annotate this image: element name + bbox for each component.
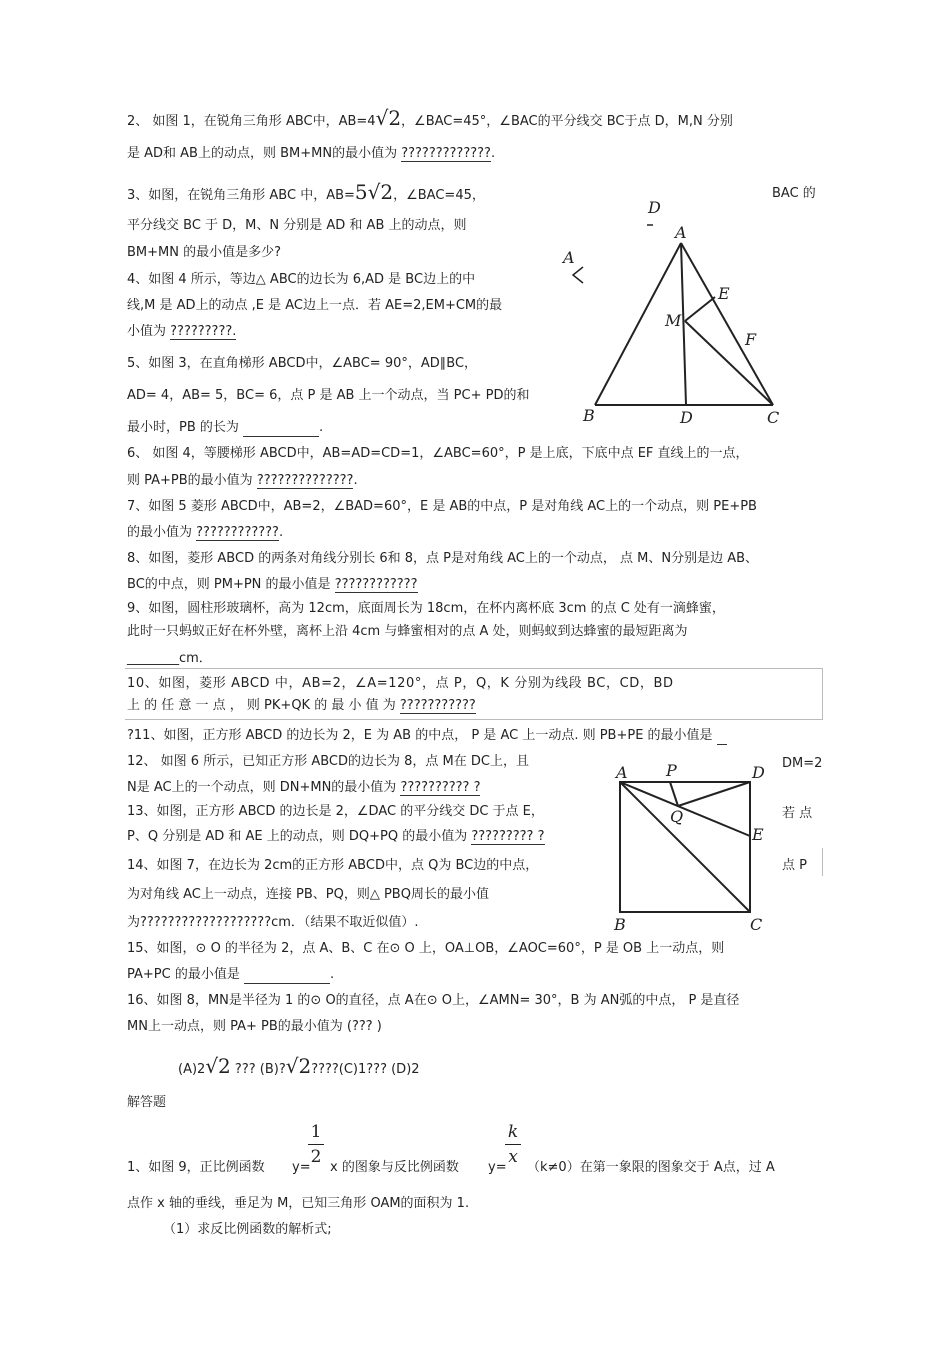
problem-3-text-b: ，∠BAC=45， (393, 188, 485, 203)
divider-vertical (822, 668, 823, 720)
label-f: F (745, 330, 757, 349)
divider-vertical (822, 848, 823, 876)
diagonal-ac (620, 782, 750, 912)
answer-blank: ????????????? (401, 146, 491, 161)
problem-3-line-2: 平分线交 BC 于 D，M、N 分别是 AD 和 AB 上的动点，则 (127, 218, 467, 233)
problem-14-line-1: 14、如图 7，在边长为 2cm的正方形 ABCD中，点 Q为 BC边的中点， (127, 858, 539, 873)
problem-5-line-2: AD= 4，AB= 5，BC= 6，点 P 是 AB 上一个动点，当 PC+ PD的和 (127, 388, 530, 403)
option-b: ??? (B)? (234, 1062, 286, 1077)
sqrt-2: √2 (285, 1054, 312, 1078)
square-figure (600, 756, 813, 936)
problem-13-line-1: 13、如图，正方形 ABCD 的边长是 2，∠DAC 的平分线交 DC 于点 E， (127, 804, 544, 819)
label-c: C (750, 915, 763, 934)
label-a-left: A (563, 248, 575, 267)
answer-1-line-2: 点作 x 轴的垂线，垂足为 M，已知三角形 OAM的面积为 1. (127, 1196, 470, 1211)
answer-blank: ?????????????? (256, 473, 354, 488)
fraction-numerator: 1 (310, 1122, 322, 1142)
label-d: D (680, 408, 693, 427)
problem-16-line-1: 16、如图 8，MN是半径为 1 的⊙ O的直径，点 A在⊙ O上，∠AMN= 30°，B 为 AN弧的中点， P 是直径 (127, 993, 740, 1008)
answer-1-text-c: （k≠0）在第一象限的图象交于 A点，过 A (527, 1160, 775, 1175)
segment-dq (678, 782, 750, 806)
problem-2-text-c: 是 AD和 AB上的动点，则 BM+MN的最小值为 (127, 146, 398, 161)
problem-4-text-c: 小值为 (127, 324, 167, 339)
label-d: D (752, 763, 765, 782)
label-a: A (675, 223, 687, 242)
problem-5-line-1: 5、如图 3，在直角梯形 ABCD中，∠ABC= 90°，AD∥BC， (127, 356, 478, 371)
divider (125, 668, 823, 669)
bisector-ae (620, 782, 750, 836)
answer-blank (243, 420, 319, 437)
answer-blank: ???????????? (196, 525, 279, 540)
segment-ad (681, 243, 686, 405)
fraction-k-over-x (505, 1122, 521, 1167)
problem-15-text-b: PA+PC 的最小值是 (127, 967, 240, 982)
problem-12-dm: DM=2 (782, 756, 823, 771)
problem-8-line-1: 8、如图，菱形 ABCD 的两条对角线分别长 6和 8，点 P是对角线 AC上的一个动点， 点 M、N分别是边 AB、 (127, 551, 759, 566)
answer-blank: ???????????? (334, 577, 418, 592)
sqrt-5-2: 5√2 (354, 180, 394, 204)
answer-1-text-a: 1、如图 9，正比例函数 (127, 1160, 265, 1175)
label-b: B (614, 915, 626, 934)
label-d-top: D (648, 198, 661, 217)
label-e: E (718, 284, 730, 303)
divider (125, 719, 823, 720)
problem-11-line (127, 728, 727, 745)
problem-12-line-2 (127, 780, 480, 796)
problem-3-text: 3、如图，在锐角三角形 ABC 中，AB= (127, 188, 355, 203)
problem-4-line-1: 4、如图 4 所示，等边△ ABC的边长为 6,AD 是 BC边上的中 (127, 272, 476, 287)
problem-4-line-3 (127, 324, 236, 340)
section-title: 解答题 (127, 1095, 167, 1110)
fraction-denominator: 2 (310, 1147, 322, 1167)
problem-12-text-c: N是 AC上的一个动点，则 DN+MN的最小值为 (127, 780, 397, 795)
label-c: C (767, 408, 780, 427)
problem-14-line-2: 为对角线 AC上一动点，连接 PB、PQ，则△ PBQ周长的最小值 (127, 887, 489, 902)
segment-me (685, 297, 715, 321)
problem-2-text-b: ，∠BAC=45°，∠BAC的平分线交 BC于点 D，M,N 分别 (401, 114, 733, 129)
problem-13-text-c: P、Q 分别是 AD 和 AE 上的动点，则 DQ+PQ 的最小值为 (127, 829, 468, 844)
problem-2-line-2: 是 AD和 AB上的动点，则 BM+MN的最小值为 ?????????????. (127, 146, 496, 161)
problem-13-line-2 (127, 829, 545, 845)
label-p: P (666, 761, 677, 780)
problem-10-line-2 (127, 698, 476, 714)
fraction-bar (505, 1144, 521, 1145)
answer-blank: ????????? ? (471, 829, 545, 844)
segment-ac-inner (681, 243, 773, 405)
problem-6-text-b: 则 PA+PB的最小值为 (127, 473, 253, 488)
problem-9-line-2: 此时一只蚂蚁正好在杯外壁，离杯上沿 4cm 与蜂蜜相对的点 A 处，则蚂蚁到达蜂蜜的最短距离为 (127, 624, 688, 639)
problem-8-text-b: BC的中点，则 PM+PN 的最小值是 (127, 577, 331, 592)
fraction-bar (308, 1144, 324, 1145)
problem-5-text-c: 最小时，PB 的长为 (127, 420, 239, 435)
label-b: B (583, 406, 595, 425)
problem-3-bac: BAC 的 (772, 186, 816, 201)
problem-8-line-2 (127, 577, 418, 593)
answer-1-y1: y= (292, 1160, 311, 1175)
problem-14-point-p: 点 P (782, 858, 807, 873)
triangle-figure (555, 195, 800, 430)
answer-1-y2: y= (488, 1160, 507, 1175)
problem-11-text: ?11、如图，正方形 ABCD 的边长为 2，E 为 AB 的中点， P 是 AC 上一动点. 则 PB+PE 的最小值是 (127, 728, 713, 743)
label-e: E (752, 825, 764, 844)
fraction-denominator: x (508, 1147, 518, 1167)
problem-6-line-2: 则 PA+PB的最小值为 ??????????????. (127, 473, 358, 488)
option-c-d: ????(C)1??? (D)2 (311, 1062, 420, 1077)
segment-mc (685, 321, 773, 405)
answer-blank (717, 728, 727, 745)
label-q: Q (670, 807, 684, 826)
option-a: (A)2 (178, 1062, 206, 1077)
sqrt-2: √2 (375, 106, 402, 130)
less-than-mark (573, 267, 583, 283)
problem-2-line-1 (127, 106, 733, 130)
problem-10-line-1: 10、如图，菱形 ABCD 中，AB=2，∠A=120°，点 P，Q，K 分别为线段 BC，CD，BD (127, 676, 674, 691)
problem-3-line-1 (127, 180, 485, 204)
problem-6-line-1: 6、 如图 4，等腰梯形 ABCD中，AB=AD=CD=1，∠ABC=60°，P 是上底，下底中点 EF 直线上的一点， (127, 446, 749, 461)
answer-1-text-b: x 的图象与反比例函数 (330, 1160, 459, 1175)
problem-2-text: 2、 如图 1，在锐角三角形 ABC中，AB=4 (127, 114, 376, 129)
sqrt-2: √2 (205, 1054, 231, 1078)
problem-12-line-1: 12、 如图 6 所示，已知正方形 ABCD的边长为 8，点 M在 DC上，且 (127, 754, 529, 769)
label-m: M (665, 311, 682, 330)
answer-blank (244, 967, 330, 984)
problem-10-text-b: 上 的 任 意 一 点 ， 则 PK+QK 的 最 小 值 为 (127, 698, 396, 713)
answer-blank: ??????????? (399, 698, 476, 713)
problem-13-if-point: 若 点 (782, 806, 813, 821)
problem-16-options (178, 1054, 420, 1078)
answer-blank: ?????????. (170, 324, 237, 339)
problem-7-text-b: 的最小值为 (127, 525, 193, 540)
problem-7-line-2: 的最小值为 ????????????. (127, 525, 284, 540)
problem-4-line-2: 线,M 是 AD上的动点 ,E 是 AC边上一点．若 AE=2,EM+CM的最 (127, 298, 503, 313)
problem-15-line-1: 15、如图，⊙ O 的半径为 2，点 A、B、C 在⊙ O 上，OA⊥OB，∠AOC=60°，P 是 OB 上一动点，则 (127, 941, 725, 956)
answer-blank: ?????????? ? (400, 780, 481, 795)
problem-9-line-1: 9、如图，圆柱形玻璃杯，高为 12cm，底面周长为 18cm，在杯内离杯底 3cm 的点 C 处有一滴蜂蜜， (127, 601, 725, 616)
problem-15-line-2: PA+PC 的最小值是 . (127, 967, 335, 982)
problem-9-line-3: ________cm． (127, 651, 212, 666)
problem-16-line-2: MN上一动点，则 PA+ PB的最小值为 (??? ) (127, 1019, 382, 1034)
answer-1-part-1: （1）求反比例函数的解析式; (163, 1222, 332, 1237)
problem-7-line-1: 7、如图 5 菱形 ABCD中，AB=2，∠BAD=60°，E 是 AB的中点，P 是对角线 AC上的一个动点，则 PE+PB (127, 499, 757, 514)
fraction-numerator: k (507, 1122, 519, 1142)
problem-5-line-3: 最小时，PB 的长为 . (127, 420, 324, 435)
problem-14-line-3: 为???????????????????cm．（结果不取近似值）. (127, 915, 419, 930)
label-a: A (616, 763, 628, 782)
problem-3-line-3: BM+MN 的最小值是多少? (127, 245, 282, 260)
